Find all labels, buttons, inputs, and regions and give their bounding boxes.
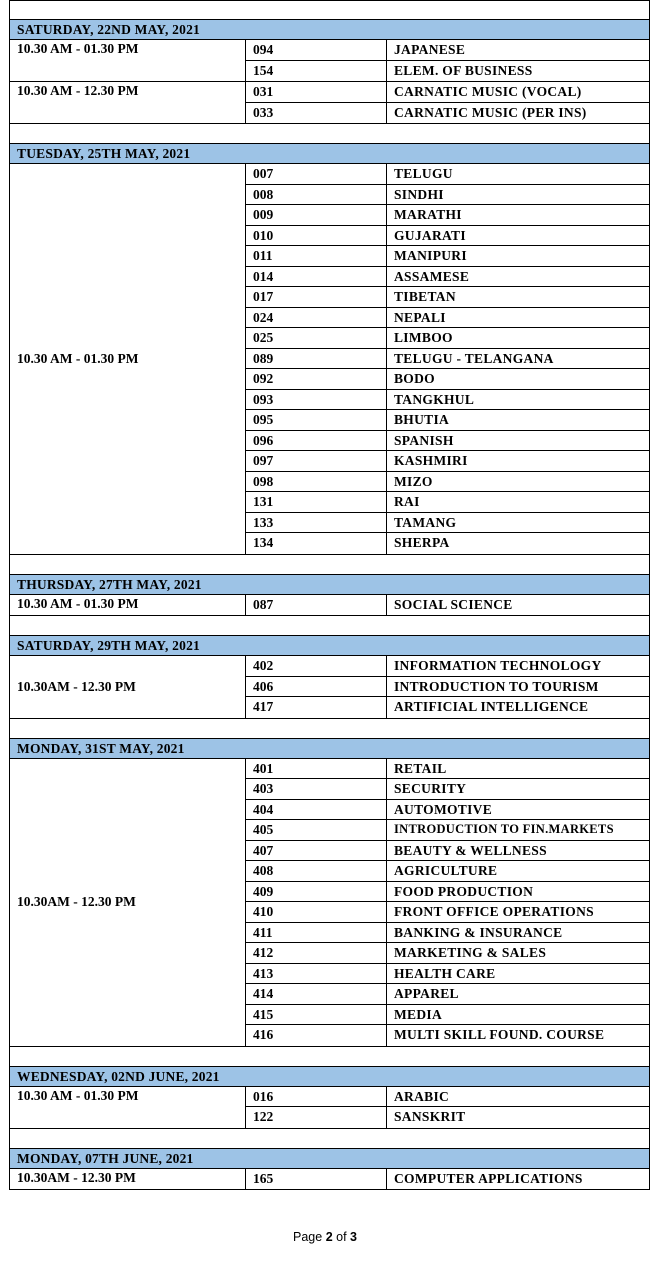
subject-code: 134: [246, 533, 387, 554]
subject-list: [246, 82, 649, 123]
subject-code: 122: [246, 1107, 387, 1128]
subject-row: [246, 40, 649, 61]
time-slot-group: [9, 82, 650, 124]
subject-code: 131: [246, 492, 387, 512]
subject-name: KASHMIRI: [394, 453, 468, 468]
subject-code: 025: [246, 328, 387, 348]
spacer-row: [9, 1047, 650, 1067]
subject-row: [246, 841, 649, 862]
footer-total-pages: 3: [350, 1230, 357, 1244]
subject-code: 096: [246, 431, 387, 451]
subject-name: LIMBOO: [394, 330, 453, 345]
subject-name: MARATHI: [394, 207, 462, 222]
subject-code: 092: [246, 369, 387, 389]
time-slot: 10.30AM - 12.30 PM: [10, 759, 246, 1046]
subject-name: TELUGU: [394, 166, 453, 181]
subject-name: ELEM. OF BUSINESS: [394, 62, 533, 78]
subject-name: INTRODUCTION TO TOURISM: [394, 678, 599, 694]
subject-name: BANKING & INSURANCE: [394, 924, 563, 940]
subject-code: 089: [246, 349, 387, 369]
subject-row: [246, 82, 649, 103]
subject-code: 154: [246, 61, 387, 82]
subject-name: ARTIFICIAL INTELLIGENCE: [394, 699, 589, 714]
page-footer: [0, 1230, 650, 1244]
subject-row: [246, 185, 649, 206]
subject-name: GUJARATI: [394, 227, 466, 243]
subject-row: [246, 451, 649, 472]
subject-row: [246, 226, 649, 247]
subject-row: [246, 759, 649, 780]
time-slot: 10.30AM - 12.30 PM: [10, 1169, 246, 1190]
subject-name: COMPUTER APPLICATIONS: [394, 1170, 583, 1186]
subject-name: HEALTH CARE: [394, 965, 496, 981]
subject-name: SECURITY: [394, 781, 467, 796]
exam-schedule-table: [9, 0, 650, 1190]
subject-name: MARKETING & SALES: [394, 945, 547, 960]
subject-name: CARNATIC MUSIC (VOCAL): [394, 84, 582, 99]
subject-code: 011: [246, 246, 387, 266]
subject-row: [246, 943, 649, 964]
subject-code: 016: [246, 1087, 387, 1107]
subject-name: MIZO: [394, 473, 433, 489]
subject-row: [246, 513, 649, 534]
subject-code: 098: [246, 472, 387, 492]
subject-row: [246, 205, 649, 226]
subject-code: 410: [246, 902, 387, 922]
subject-name: SPANISH: [394, 432, 454, 448]
subject-code: 405: [246, 820, 387, 840]
time-slot-group: [9, 1087, 650, 1129]
date-header: THURSDAY, 27TH MAY, 2021: [9, 575, 650, 595]
subject-row: [246, 1087, 649, 1108]
subject-row: [246, 800, 649, 821]
subject-list: [246, 164, 649, 554]
subject-code: 024: [246, 308, 387, 328]
subject-name: MANIPURI: [394, 248, 467, 263]
subject-row: [246, 677, 649, 698]
subject-row: [246, 964, 649, 985]
subject-row: [246, 349, 649, 370]
subject-name: TANGKHUL: [394, 391, 475, 407]
subject-row: [246, 246, 649, 267]
date-header: MONDAY, 31ST MAY, 2021: [9, 739, 650, 759]
subject-name: SINDHI: [394, 186, 444, 202]
date-header: SATURDAY, 22ND MAY, 2021: [9, 20, 650, 40]
subject-row: [246, 287, 649, 308]
subject-row: [246, 595, 649, 616]
subject-row: [246, 492, 649, 513]
subject-row: [246, 984, 649, 1005]
spacer-row: [9, 1129, 650, 1149]
subject-row: [246, 923, 649, 944]
subject-name: APPAREL: [394, 986, 459, 1001]
spacer-row: [9, 124, 650, 144]
time-slot-group: [9, 656, 650, 719]
footer-page-number: 2: [325, 1230, 333, 1244]
subject-name: INTRODUCTION TO FIN.MARKETS: [394, 822, 614, 836]
time-slot-group: [9, 759, 650, 1047]
subject-code: 095: [246, 410, 387, 430]
subject-code: 093: [246, 390, 387, 410]
subject-name: INFORMATION TECHNOLOGY: [394, 658, 602, 673]
subject-row: [246, 103, 649, 124]
subject-name: FRONT OFFICE OPERATIONS: [394, 904, 594, 919]
subject-name: ARABIC: [394, 1088, 450, 1104]
footer-prefix: Page: [293, 1230, 326, 1244]
subject-row: [246, 820, 649, 841]
subject-list: [246, 759, 649, 1046]
subject-code: 031: [246, 82, 387, 102]
subject-code: 415: [246, 1005, 387, 1025]
date-header: TUESDAY, 25TH MAY, 2021: [9, 144, 650, 164]
subject-code: 008: [246, 185, 387, 205]
subject-code: 408: [246, 861, 387, 881]
subject-code: 007: [246, 164, 387, 184]
subject-name: JAPANESE: [394, 42, 466, 57]
subject-row: [246, 902, 649, 923]
spacer-row: [9, 719, 650, 739]
subject-code: 165: [246, 1169, 387, 1190]
subject-row: [246, 1107, 649, 1128]
time-slot-group: [9, 1169, 650, 1191]
subject-row: [246, 656, 649, 677]
spacer-row: [9, 0, 650, 20]
subject-name: RAI: [394, 494, 420, 509]
footer-middle: of: [332, 1230, 351, 1244]
subject-code: 014: [246, 267, 387, 287]
subject-row: [246, 328, 649, 349]
subject-name: AGRICULTURE: [394, 863, 498, 878]
subject-code: 411: [246, 923, 387, 943]
subject-name: SHERPA: [394, 535, 450, 550]
subject-code: 097: [246, 451, 387, 471]
subject-code: 010: [246, 226, 387, 246]
subject-row: [246, 390, 649, 411]
subject-name: ASSAMESE: [394, 268, 470, 284]
subject-row: [246, 472, 649, 493]
subject-name: AUTOMOTIVE: [394, 801, 493, 817]
subject-row: [246, 164, 649, 185]
time-slot-group: [9, 40, 650, 82]
subject-list: [246, 1087, 649, 1128]
spacer-row: [9, 555, 650, 575]
subject-name: MULTI SKILL FOUND. COURSE: [394, 1027, 605, 1042]
subject-code: 406: [246, 677, 387, 697]
subject-code: 414: [246, 984, 387, 1004]
subject-name: TELUGU - TELANGANA: [394, 350, 554, 366]
subject-code: 417: [246, 697, 387, 718]
subject-row: [246, 533, 649, 554]
subject-row: [246, 1005, 649, 1026]
subject-code: 409: [246, 882, 387, 902]
subject-row: [246, 369, 649, 390]
date-header: MONDAY, 07TH JUNE, 2021: [9, 1149, 650, 1169]
subject-row: [246, 882, 649, 903]
subject-code: 403: [246, 779, 387, 799]
time-slot: 10.30 AM - 01.30 PM: [10, 595, 246, 616]
subject-code: 413: [246, 964, 387, 984]
spacer-row: [9, 616, 650, 636]
subject-code: 416: [246, 1025, 387, 1046]
subject-code: 402: [246, 656, 387, 676]
subject-name: TAMANG: [394, 514, 457, 530]
subject-code: 094: [246, 40, 387, 60]
subject-row: [246, 431, 649, 452]
subject-code: 407: [246, 841, 387, 861]
subject-code: 017: [246, 287, 387, 307]
subject-row: [246, 1169, 649, 1190]
subject-name: BEAUTY & WELLNESS: [394, 842, 547, 858]
subject-name: CARNATIC MUSIC (PER INS): [394, 104, 587, 120]
subject-code: 401: [246, 759, 387, 779]
subject-name: SOCIAL SCIENCE: [394, 596, 513, 612]
time-slot: 10.30 AM - 12.30 PM: [10, 82, 246, 123]
subject-code: 133: [246, 513, 387, 533]
subject-name: SANSKRIT: [394, 1109, 466, 1124]
subject-row: [246, 410, 649, 431]
subject-name: BHUTIA: [394, 412, 450, 427]
subject-code: 404: [246, 800, 387, 820]
subject-name: BODO: [394, 371, 435, 386]
subject-row: [246, 861, 649, 882]
subject-name: NEPALI: [394, 309, 446, 325]
subject-name: TIBETAN: [394, 289, 456, 304]
date-header: WEDNESDAY, 02ND JUNE, 2021: [9, 1067, 650, 1087]
time-slot: 10.30 AM - 01.30 PM: [10, 164, 246, 554]
subject-row: [246, 267, 649, 288]
subject-list: [246, 595, 649, 616]
date-header: SATURDAY, 29TH MAY, 2021: [9, 636, 650, 656]
subject-name: RETAIL: [394, 760, 447, 776]
subject-list: [246, 1169, 649, 1190]
subject-code: 009: [246, 205, 387, 225]
subject-list: [246, 40, 649, 81]
subject-code: 033: [246, 103, 387, 124]
subject-code: 087: [246, 595, 387, 616]
time-slot-group: [9, 164, 650, 555]
time-slot: 10.30 AM - 01.30 PM: [10, 40, 246, 81]
subject-list: [246, 656, 649, 718]
subject-code: 412: [246, 943, 387, 963]
subject-row: [246, 779, 649, 800]
subject-row: [246, 308, 649, 329]
time-slot-group: [9, 595, 650, 617]
subject-name: MEDIA: [394, 1006, 442, 1022]
time-slot: 10.30 AM - 01.30 PM: [10, 1087, 246, 1128]
subject-row: [246, 1025, 649, 1046]
subject-row: [246, 697, 649, 718]
time-slot: 10.30AM - 12.30 PM: [10, 656, 246, 718]
subject-row: [246, 61, 649, 82]
subject-name: FOOD PRODUCTION: [394, 883, 534, 899]
